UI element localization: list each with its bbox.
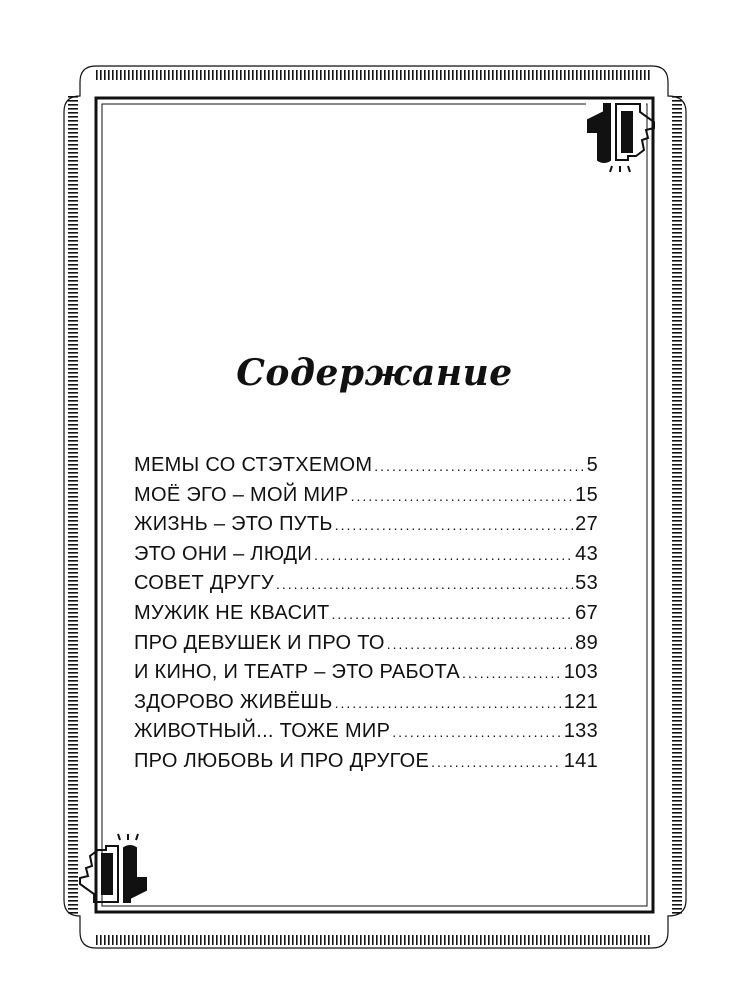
- toc-row: [134, 632, 598, 662]
- toc-row: [134, 543, 598, 573]
- toc-page-number: 15: [575, 483, 598, 506]
- toc-leader-dots: [374, 458, 584, 474]
- toc-leader-dots: [431, 754, 562, 770]
- toc-row: [134, 720, 598, 750]
- toc-row: [134, 513, 598, 543]
- toc-row: [134, 484, 598, 514]
- table-of-contents: [134, 454, 598, 780]
- toc-label: МОЁ ЭГО – МОЙ МИР: [134, 483, 349, 506]
- toc-label: ЭТО ОНИ – ЛЮДИ: [134, 542, 312, 565]
- toc-page-number: 89: [575, 631, 598, 654]
- toc-label: И КИНО, И ТЕАТР – ЭТО РАБОТА: [134, 661, 461, 684]
- toc-label: СОВЕТ ДРУГУ: [134, 572, 274, 595]
- toc-page-number: 141: [563, 749, 598, 772]
- toc-leader-dots: [392, 724, 562, 740]
- toc-row: [134, 750, 598, 780]
- face-profile-ornament-top: [586, 102, 654, 172]
- toc-row: [134, 602, 598, 632]
- toc-leader-dots: [335, 695, 562, 711]
- page-title: Содержание: [236, 352, 513, 394]
- toc-label: ПРО ЛЮБОВЬ И ПРО ДРУГОЕ: [134, 749, 430, 772]
- toc-page-number: 103: [563, 661, 598, 684]
- toc-page-number: 53: [575, 572, 598, 595]
- toc-page-number: 67: [575, 601, 598, 624]
- toc-leader-dots: [351, 488, 574, 504]
- toc-label: МУЖИК НЕ КВАСИТ: [134, 601, 330, 624]
- toc-page-number: 43: [575, 542, 598, 565]
- toc-page-number: 27: [575, 513, 598, 536]
- toc-row: [134, 661, 598, 691]
- toc-label: ПРО ДЕВУШЕК И ПРО ТО: [134, 631, 385, 654]
- toc-leader-dots: [387, 636, 573, 652]
- toc-leader-dots: [335, 517, 573, 533]
- toc-leader-dots: [276, 576, 573, 592]
- toc-label: ЗДОРОВО ЖИВЁШЬ: [134, 690, 333, 713]
- toc-page-number: 121: [563, 690, 598, 713]
- toc-leader-dots: [314, 547, 573, 563]
- toc-row: [134, 691, 598, 721]
- toc-page-number: 133: [563, 720, 598, 743]
- toc-leader-dots: [332, 606, 574, 622]
- toc-label: ЖИВОТНЫЙ... ТОЖЕ МИР: [134, 720, 391, 743]
- toc-row: [134, 454, 598, 484]
- face-profile-ornament-bottom: [80, 834, 164, 904]
- toc-label: МЕМЫ СО СТЭТХЕМОМ: [134, 454, 373, 476]
- toc-label: ЖИЗНЬ – ЭТО ПУТЬ: [134, 513, 333, 536]
- toc-row: [134, 572, 598, 602]
- toc-leader-dots: [462, 665, 562, 681]
- toc-page-number: 5: [586, 454, 598, 476]
